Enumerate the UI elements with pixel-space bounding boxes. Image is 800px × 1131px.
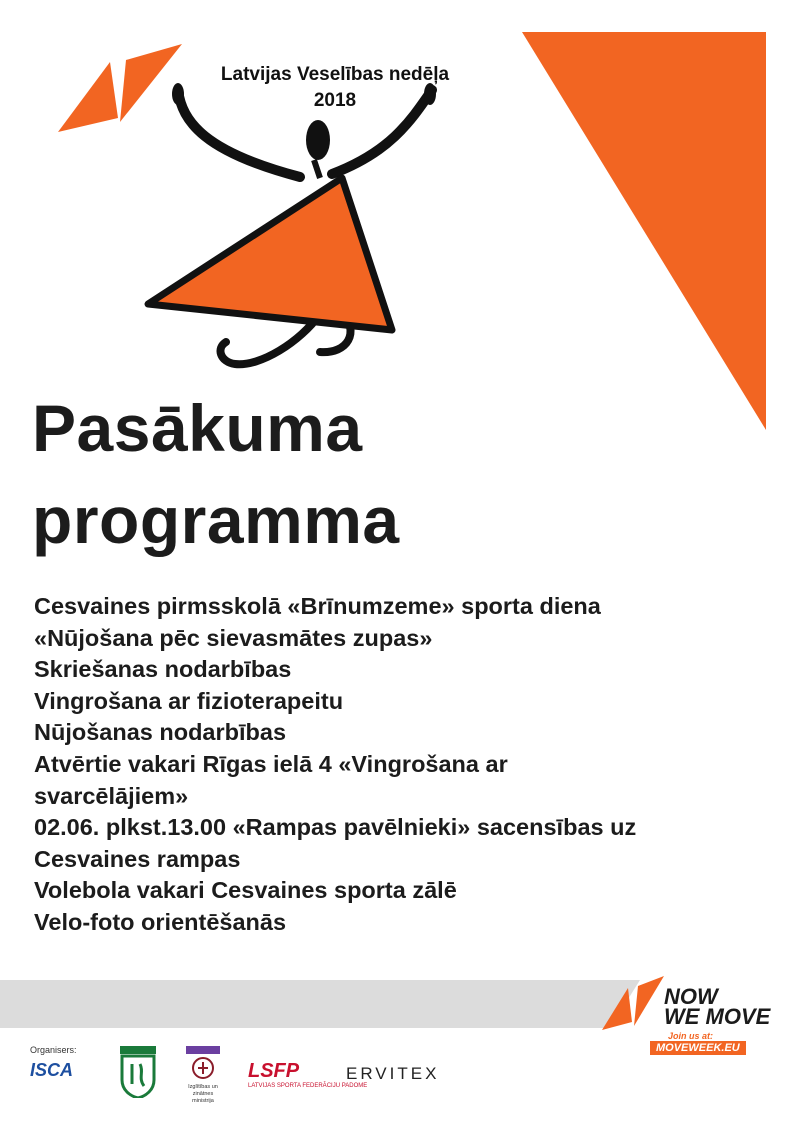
event-title-line1: Latvijas Veselības nedēļa <box>220 64 450 85</box>
ministry-line1: Izglītības un zinātnes <box>188 1084 218 1097</box>
ministry-emblem-icon <box>186 1046 220 1080</box>
decorative-orange-triangle <box>522 32 768 432</box>
program-item: Skriešanas nodarbības <box>34 656 292 683</box>
event-title-year: 2018 <box>313 90 357 111</box>
program-item: Volebola vakari Cesvaines sporta zālē <box>34 877 457 904</box>
program-list <box>34 591 774 939</box>
program-item: Nūjošanas nodarbības <box>34 719 287 746</box>
program-item: Cesvaines rampas <box>34 845 241 872</box>
now-we-move-logo-icon <box>602 974 666 1034</box>
moveweek-url: MOVEWEEK.EU <box>650 1041 746 1055</box>
program-item: Velo-foto orientēšanās <box>34 908 287 935</box>
program-item: Vingrošana ar fizioterapeitu <box>34 687 344 714</box>
join-text: Join us at: <box>668 1031 714 1041</box>
program-item: Atvērtie vakari Rīgas ielā 4 «Vingrošana ar <box>34 750 508 777</box>
ministry-line2: ministrija <box>192 1098 214 1104</box>
lisa-emblem-icon <box>118 1046 158 1098</box>
footer-band <box>0 980 640 1030</box>
program-item: «Nūjošana pēc sievasmātes zupas» <box>34 624 433 651</box>
ervitex-logo <box>346 1064 439 1084</box>
event-title <box>190 62 480 114</box>
program-item: 02.06. plkst.13.00 «Rampas pavēlnieki» sacensības uz <box>34 814 637 841</box>
lsfp-logo-text: LSFP <box>248 1060 300 1082</box>
isca-logo-text: ISCA <box>30 1060 74 1080</box>
heading-line1: Pasākuma <box>32 391 363 465</box>
lsfp-caption: LATVIJAS SPORTA FEDERĀCIJU PADOME <box>248 1083 368 1089</box>
brand-now: NOW <box>664 984 718 1009</box>
organisers-label: Organisers: <box>30 1045 77 1055</box>
program-item: svarcēlājiem» <box>34 782 189 809</box>
isca-logo <box>30 1060 73 1081</box>
ministry-caption <box>178 1084 228 1105</box>
program-item: Cesvaines pirmsskolā «Brīnumzeme» sporta diena <box>34 593 601 619</box>
brand-we-move: WE MOVE <box>664 1004 771 1029</box>
mascot-figure-icon <box>110 82 440 392</box>
ervitex-logo-text: ERVITEX <box>346 1064 440 1083</box>
heading-line2: programma <box>32 483 400 557</box>
